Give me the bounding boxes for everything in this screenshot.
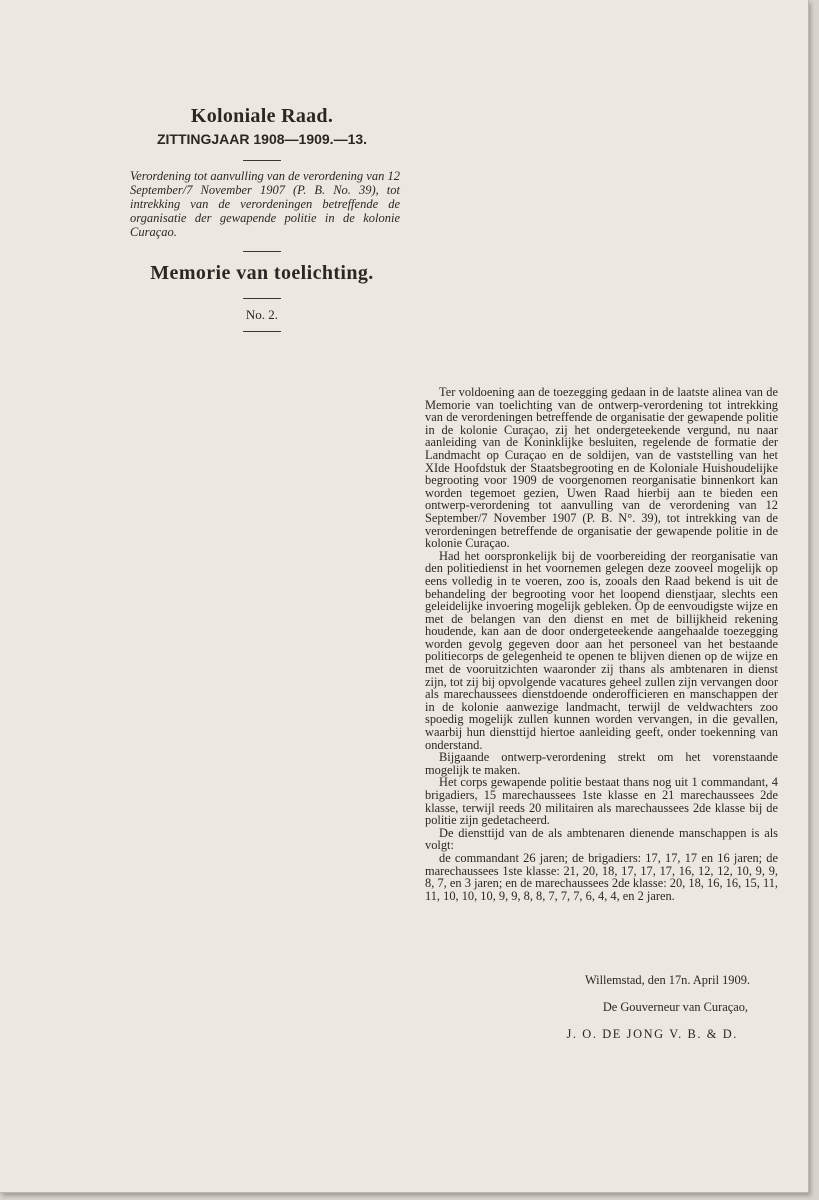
document-header (120, 104, 404, 340)
paragraph: Ter voldoening aan de toezegging gedaan in de laatste alinea van de Memorie van toelichting van de ontwerp-verordening tot intrekking van de verordeningen betreffende de organisatie der gewapende politie in de kolonie Curaçao, zij het ondergeteekende vergund, nu naar aanleiding van de Koninklijke besluiten, regelende de formatie der Landmacht op Curaçao en de soldijen, van de vaststelling van het XIde Hoofdstuk der Staatsbegrooting en de Koloniale Huishoudelijke begrooting voor 1909 de voorgenomen reorganisatie binnenkort kan worden tegemoet gezien, Uwen Raad hierbij aan te bieden een ontwerp-verordening tot aanvulling van de verordening van 12 September/7 November 1907 (P. B. N°. 39), tot intrekking van de verordeningen betreffende de organisatie der gewapende politie in de kolonie Curaçao. (425, 385, 778, 551)
paragraph: de commandant 26 jaren; de brigadiers: 17, 17, 17 en 16 jaren; de marechaussees 1ste klasse: 21, 20, 18, 17, 17, 17, 16, 12, 12, 10, 9, 9, 8, 7, en 3 jaren; en de marechaussees 2de klasse: 20, 18, 16, 16, 15, 11, 11, 10, 10, 10, 9, 9, 8, 8, 7, 7, 7, 6, 4, 4, en 2 jaren. (425, 850, 778, 903)
council-title: Koloniale Raad. (190, 105, 334, 127)
ordinance-description: Verordening tot aanvulling van de verordening van 12 September/7 November 1907 (P. B. No. 39), tot intrekking van de verordeningen betreffende de organisatie der gewapende politie in de kolonie Curaçao. (130, 169, 400, 239)
divider (243, 251, 281, 252)
signatory-role: De Gouverneur van Curaçao, (602, 1000, 748, 1014)
divider (243, 298, 281, 299)
signatory-name: J. O. DE JONG V. B. & D. (566, 1027, 738, 1041)
paragraph: Had het oorspronkelijk bij de voorbereiding der reorganisatie van den politiedienst in het voornemen gelegen deze zooveel mogelijk op eens volledig in te voeren, zoo is, zooals den Raad bekend is uit de behandeling der begrooting voor het loopend dienstjaar, slechts een geleidelijke invoering mogelijk gebleken. Op de eenvoudigste wijze en met de belangen van den dienst en met de billijkheid rekening houdende, kan aan de door ondergeteekende aangehaalde toezegging worden gevolg gegeven door aan het personeel van het bestaande politiecorps de gelegenheid te openen te blijven dienen op de wijze en met de vooruitzichten waaronder zij thans als ambtenaren in dienst zijn, tot zij bij opvolgende vacatures geheel zullen zijn vervangen door als marechaussees dienstdoende onderofficieren en manschappen der in de kolonie aanwezige landmacht, terwijl de veldwachters zoo spoedig mogelijk zullen kunnen worden vervangen, in die gevallen, waarbij hun diensttijd hiertoe aanleiding geeft, onder toekenning van onderstand. (425, 548, 778, 752)
session-year: ZITTINGJAAR 1908—1909.—13. (156, 131, 368, 147)
memo-title: Memorie van toelichting. (150, 262, 374, 284)
body-text (425, 386, 778, 902)
divider (243, 331, 281, 332)
signoff (425, 973, 778, 1042)
document-number: No. 2. (245, 307, 279, 322)
paragraph: Het corps gewapende politie bestaat thans nog uit 1 commandant, 4 brigadiers, 15 marechaussees 1ste klasse en 21 marechaussees 2de klasse, terwijl reeds 20 militairen als marechaussees 2de klasse bij de politie zijn gedetacheerd. (425, 775, 778, 828)
place-date: Willemstad, den 17n. April 1909. (584, 973, 750, 987)
paragraph: Bijgaande ontwerp-verordening strekt om het vorenstaande mogelijk te maken. (425, 750, 778, 777)
paragraph: De diensttijd van de als ambtenaren dienende manschappen is als volgt: (425, 825, 778, 853)
divider (243, 160, 281, 161)
